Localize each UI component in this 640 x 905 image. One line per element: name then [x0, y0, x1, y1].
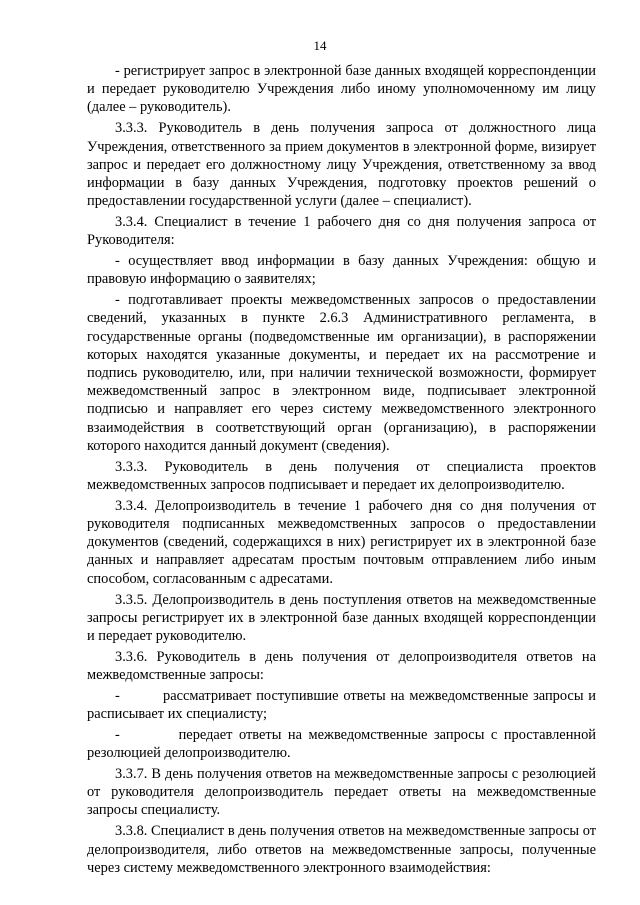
document-body	[87, 62, 596, 877]
paragraph-enter-info: - осуществляет ввод информации в базу данных Учреждения: общую и правовую информацию о заявителях;	[87, 253, 596, 288]
paragraph-3-3-4-specialist: 3.3.4. Специалист в течение 1 рабочего дня со дня получения запроса от Руководителя:	[87, 214, 596, 249]
paragraph-3-3-3-manager-endorses: 3.3.3. Руководитель в день получения запроса от должностного лица Учреждения, ответственного за прием документов в электронной форме, визирует запрос и передает его должностному лицу Учреждения, ответственному за ввод информации в базу данных Учреждения, подготовку проектов решений о предоставлении государственной услуги (далее – специалист).	[87, 120, 596, 210]
paragraph-3-3-6-manager-receives: 3.3.6. Руководитель в день получения от делопроизводителя ответов на межведомственные запросы:	[87, 648, 596, 683]
paragraph-3-3-5-clerk-registers: 3.3.5. Делопроизводитель в день поступления ответов на межведомственные запросы регистрирует их в электронной базе данных входящей корреспонденции и передает руководителю.	[87, 591, 596, 644]
paragraph-register-request: - регистрирует запрос в электронной базе данных входящей корреспонденции и передает руководителю Учреждения либо иному уполномоченному им лицу (далее – руководитель).	[87, 63, 596, 116]
page-number: 14	[313, 38, 327, 53]
paragraph-3-3-3-manager-signs: 3.3.3. Руководитель в день получения от специалиста проектов межведомственных запросов подписывает и передает их делопроизводителю.	[87, 458, 596, 493]
paragraph-3-3-7-clerk-forwards: 3.3.7. В день получения ответов на межведомственные запросы с резолюцией от руководителя делопроизводитель передает ответы на межведомственные запросы специалисту.	[87, 766, 596, 819]
paragraph-3-3-8-specialist-receives: 3.3.8. Специалист в день получения ответов на межведомственные запросы от делопроизводителя, либо ответов на межведомственные запросы, полученные через систему межведомственного электронного взаимодействия:	[87, 823, 596, 876]
paragraph-forward-responses: - передает ответы на межведомственные запросы с проставленной резолюцией делопроизводителю.	[87, 726, 596, 762]
paragraph-review-responses: - рассматривает поступившие ответы на межведомственные запросы и расписывает их специалисту;	[87, 687, 596, 723]
paragraph-3-3-4-clerk-sends: 3.3.4. Делопроизводитель в течение 1 рабочего дня со дня получения от руководителя подписанных межведомственных запросов о предоставлении документов (сведений, содержащихся в них) регистрирует их в электронной базе данных и направляет адресатам простым почтовым отправлением либо иным способом, согласованным с адресатами.	[87, 497, 596, 587]
paragraph-prepare-requests: - подготавливает проекты межведомственных запросов о предоставлении сведений, указанных в пункте 2.6.3 Административного регламента, в государственные органы (подведомственные им организации), в распоряжении которых находятся указанные документы, и передает их на рассмотрение и подпись руководителю, или, при наличии технической возможности, формирует межведомственный запрос в электронном виде, подписывает электронной подписью и направляет его через систему межведомственного электронного взаимодействия в соответствующий орган (организацию), в распоряжении которого находится данный документ (сведения).	[87, 292, 596, 454]
